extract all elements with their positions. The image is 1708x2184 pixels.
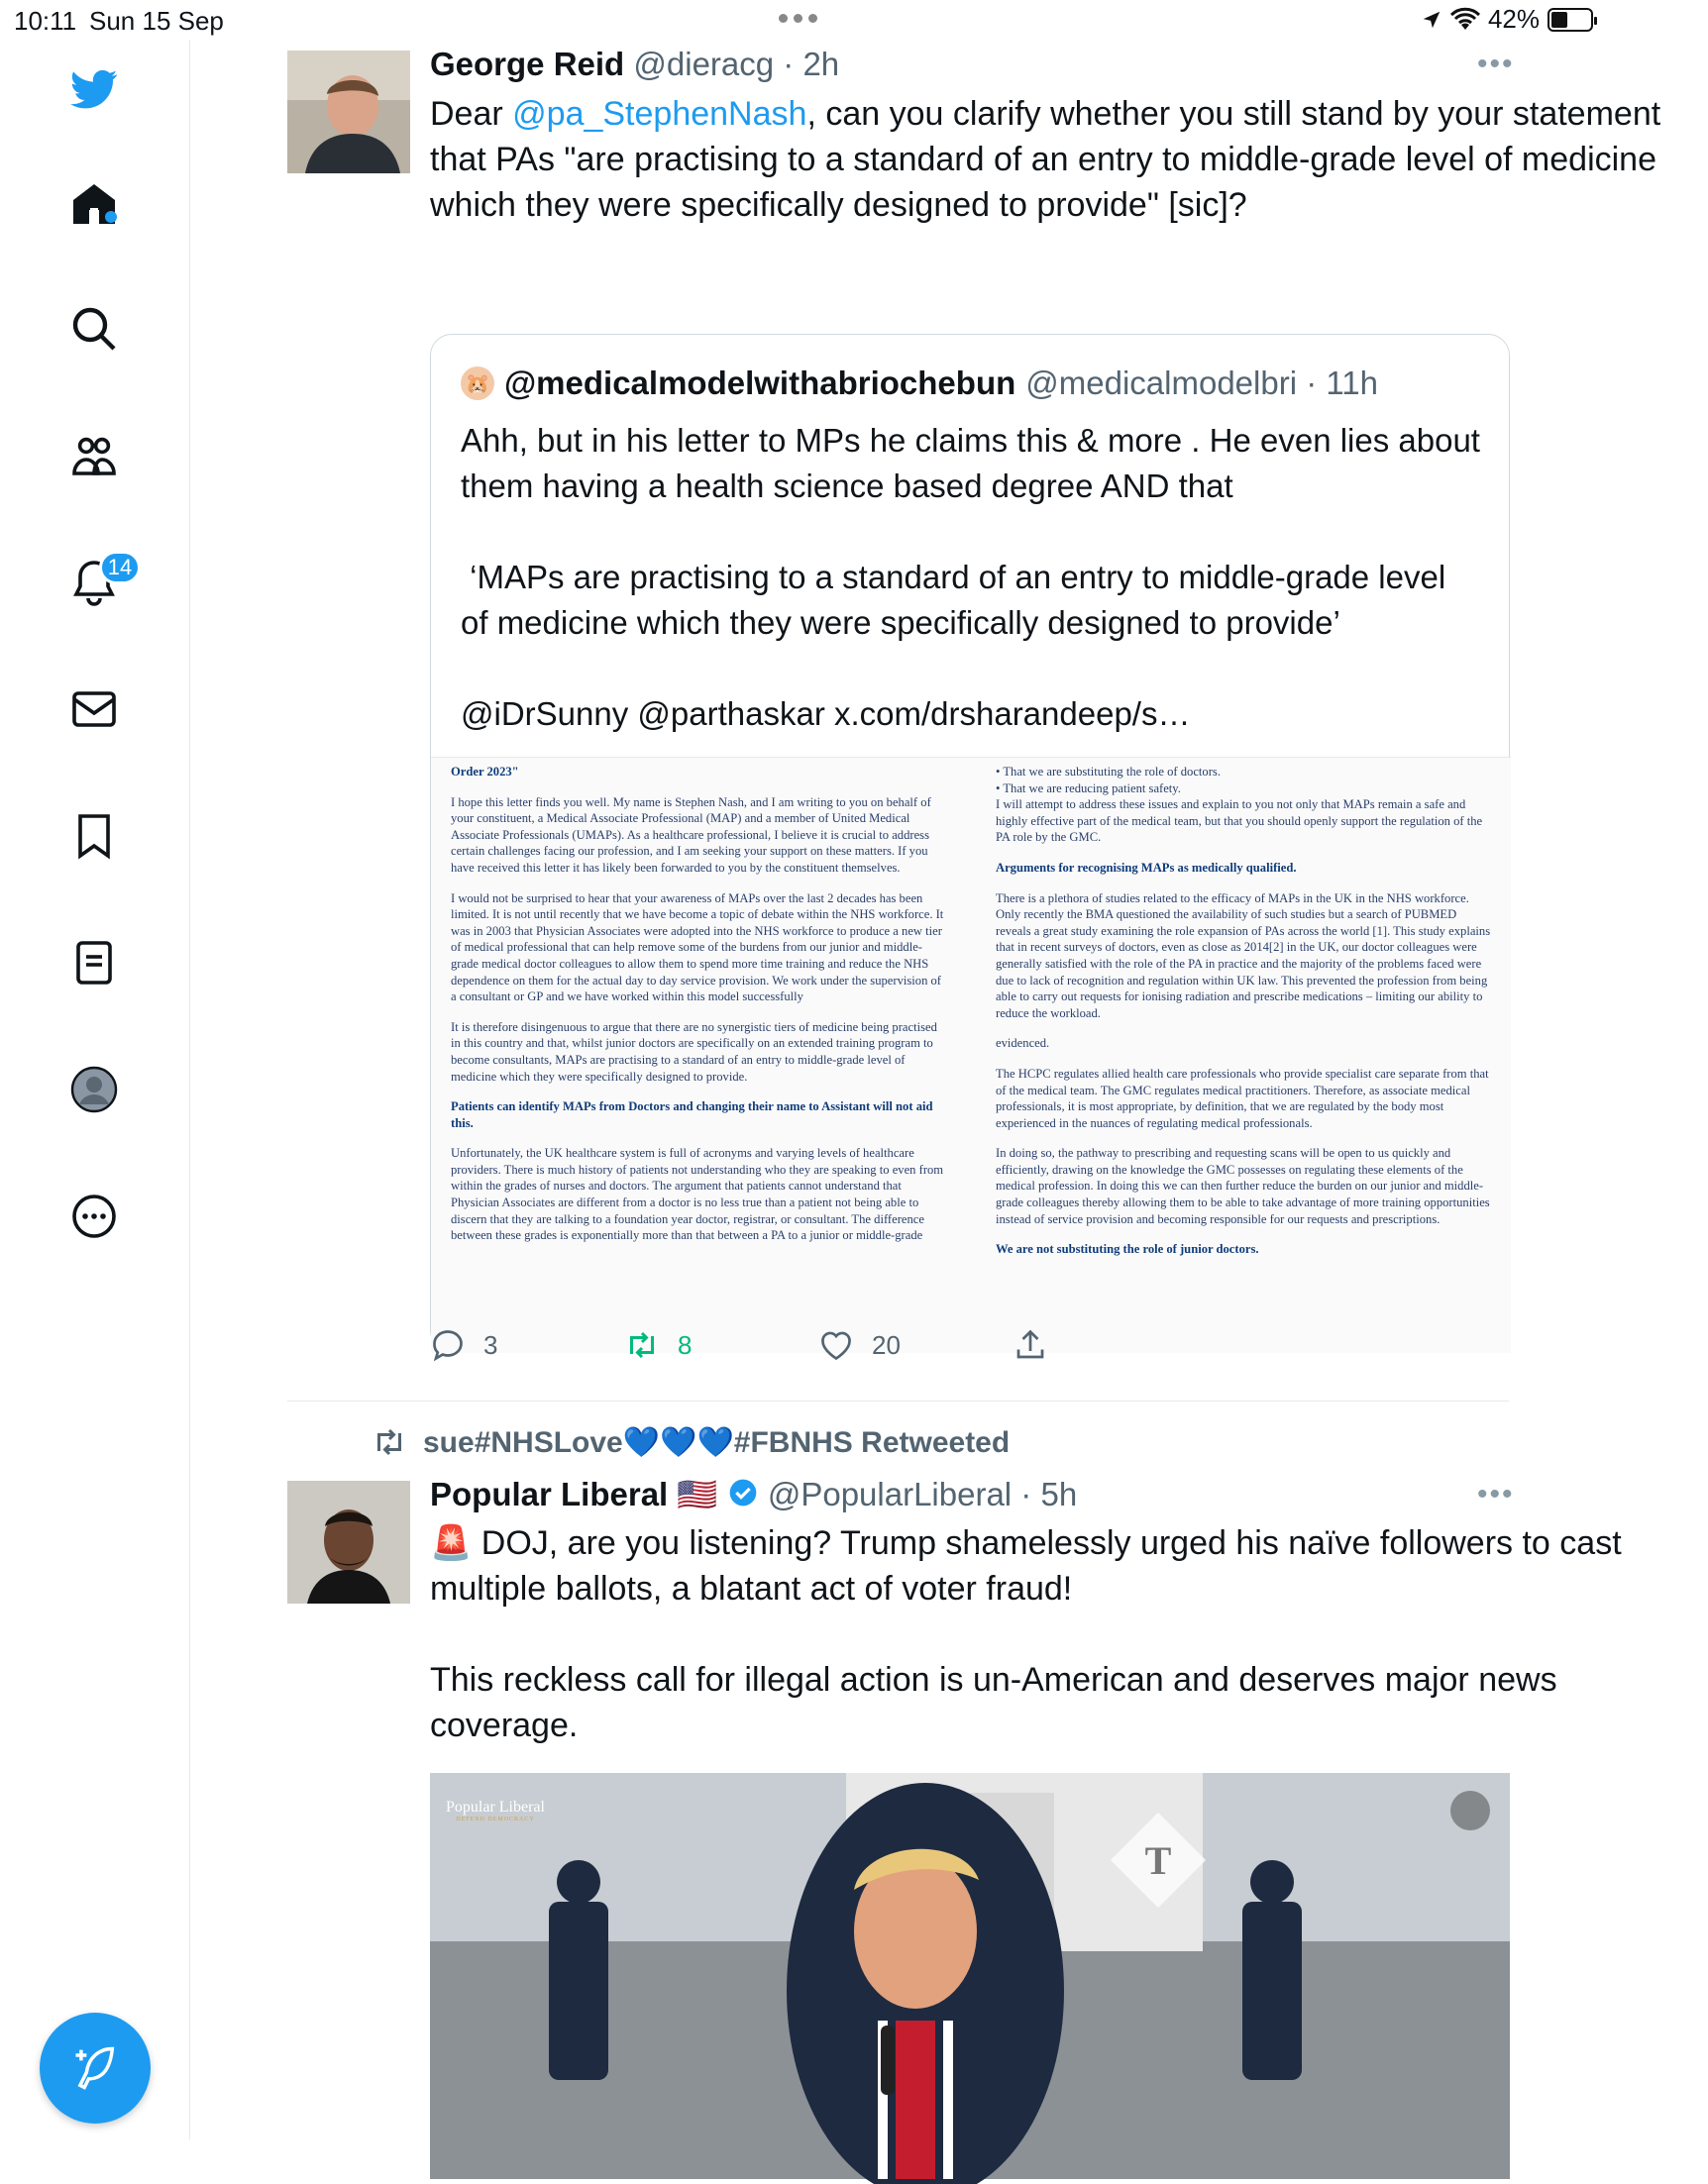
quote-author-name: @medicalmodelwithabriochebun [504,364,1016,401]
home-icon[interactable] [64,174,124,234]
retweet-icon [624,1327,660,1363]
retweet-button[interactable] [624,1327,692,1363]
letter-paragraph: There is a plethora of studies related to the efficacy of MAPs in the UK in the NHS workforce. Only recently the BMA questioned the availability of such studies but a search of PUBMED reveals a great study examining the role expansion of PAs across the world [1]. This study explains that in recent surveys of doctors, even as close as 2014[2] in the UK, our doctor colleagues were generally satisfied with the role of the PA in practice and the majority of the problems faced were due to lack of recognition and regulation within UK law. This prevented the profession from being able to carry out requests for ionising radiation and prescribe medications – limiting our ability to reduce the workload. [996,890,1494,1020]
reply-count: 3 [483,1329,498,1360]
media-watermark: Popular Liberal DEFEND DEMOCRACY [446,1799,545,1822]
like-count: 20 [872,1329,901,1360]
multitasking-dots[interactable] [779,14,817,23]
more-options-icon[interactable] [64,1187,124,1246]
search-icon[interactable] [64,299,124,359]
letter-paragraph: In doing so, the pathway to prescribing and requesting scans will be open to us quickly and efficiently, drawing on the knowledge the GMC possesses on regulating these elements of the medical profession. In doing this we can then further reduce the burden on our junior and middle-grade colleagues thereby allowing them to be able to take advantage of more training opportunities instead of service provision and becoming responsible for our requests and prescriptions. [996,1146,1493,1226]
status-bar [0,0,1605,40]
tweet-text: Dear @pa_StephenNash, can you clarify whether you still stand by your statement that PAs "are practising to a standard of an entry to middle-grade level of medicine which they were specifically designed to provide" [sic]? [430,95,1661,224]
tweet-text: 🚨 DOJ, are you listening? Trump shamelessly urged his naïve followers to cast multiple ballots, a blatant act of voter fraud! This reckless call for illegal action is un-American and deserves major news coverage. [430,1524,1622,1744]
status-indicators [1421,4,1593,35]
battery-icon [1548,8,1593,32]
letter-paragraph: • That we are substituting the role of doctors. • That we are reducing patient safety. I will attempt to address these issues and explain to you not only that MAPs remain a safe and highly effective part of the medical team, but that you should openly support the regulation of the PA role by the GMC. [996,765,1483,845]
home-new-dot [105,211,117,223]
quote-text: Ahh, but in his letter to MPs he claims this & more . He even lies about them having a health science based degree AND that ‘MAPs are practising to a standard of an entry to middle-grade level of medicine which they were specifically designed to provide’ @iDrSunny @parthaskar x.com/drsharandeep/s… [461,422,1480,732]
share-icon [1013,1327,1048,1363]
letter-paragraph: Unfortunately, the UK healthcare system is full of acronyms and varying levels of healthcare providers. There is much history of patients not understanding who they are speaking to even from within the grades of nurses and doctors. The argument that patients cannot understand that Physician Associates are different from a doctor is no less true than a patient not being able to discern that they are talking to a foundation year doctor, registrar, or consultant. The difference between these grades is exponentially more than that between a PA to a junior or middle-grade [451,1146,947,1243]
flag-emoji: 🇺🇸 [677,1476,718,1512]
author-handle[interactable]: @PopularLiberal [767,1476,1013,1512]
letter-paragraph: We are not substituting the role of junior doctors. [996,1242,1259,1257]
quote-author-handle: @medicalmodelbri [1025,364,1298,401]
letter-paragraph: evidenced. [996,1036,1050,1051]
profile-icon[interactable] [64,1060,124,1119]
quote-avatar-icon: 🐹 [461,366,494,400]
letter-paragraph: I hope this letter finds you well. My name is Stephen Nash, and I am writing to you on behalf of your constituent, a Medical Associate Professional (MAP) and a member of United Medical Associate Professionals (UMAPs). As a healthcare professional, I believe it is crucial to address certain challenges facing our profession, and I am seeking your support on these matters. If you have received this letter it has likely been forwarded to you by the constituent themselves. [451,794,934,875]
letter-paragraph: Arguments for recognising MAPs as medically qualified. [996,860,1297,875]
wifi-icon [1450,8,1480,32]
compose-tweet-button[interactable] [40,2013,151,2124]
tweet-header: George Reid @dieracg · 2h [430,46,840,82]
letter-image[interactable] [431,757,1511,1353]
retweet-count: 8 [678,1329,693,1360]
sidebar [0,40,190,2139]
tweet-more-icon[interactable]: ••• [1477,48,1515,80]
location-icon [1421,9,1442,31]
quoted-tweet[interactable] [430,334,1510,1352]
quote-time: 11h [1326,364,1378,401]
svg-text:T: T [1144,1838,1172,1883]
mention-link[interactable]: @pa_StephenNash [512,95,807,133]
letter-paragraph: Patients can identify MAPs from Doctors and changing their name to Assistant will not aid this. [451,1099,936,1130]
tweet-video[interactable] [430,1773,1510,2179]
tweet-time[interactable]: 5h [1040,1476,1078,1512]
tweet-actions [430,1327,1510,1377]
status-date: Sun 15 Sep [89,6,224,36]
messages-icon[interactable] [64,679,124,739]
retweeted-by-label: sue#NHSLove💙💙💙#FBNHS Retweeted [423,1425,1011,1459]
verified-badge-icon [727,1477,759,1516]
avatar[interactable] [287,51,410,173]
author-handle[interactable]: @dieracg [633,46,775,82]
heart-icon [818,1327,854,1363]
reply-icon [430,1327,466,1363]
retweet-indicator-icon [372,1424,407,1460]
author-name[interactable]: Popular Liberal [430,1476,669,1512]
twitter-logo-icon[interactable] [64,59,124,119]
reply-button[interactable] [430,1327,497,1363]
letter-paragraph: It is therefore disingenuous to argue that there are no synergistic tiers of medicine being practised in this country and that, whilst junior doctors are specifically on an extended training program to become consultants, MAPs are practising to a standard of an entry to middle-grade level of medicine which they were specifically designed to provide. [451,1019,941,1084]
compose-feather-icon [69,2042,121,2094]
quote-header: 🐹 @medicalmodelwithabriochebun @medicalmodelbri · 11h [461,364,1378,402]
bookmarks-icon[interactable] [64,806,124,866]
tweet-header: Popular Liberal 🇺🇸 @PopularLiberal · 5h [430,1476,1077,1516]
tweet-time[interactable]: 2h [802,46,840,82]
siren-emoji: 🚨 [430,1524,473,1562]
letter-column-right [996,764,1494,1272]
notifications-badge: 14 [99,551,141,584]
retweeted-by[interactable] [372,1424,1010,1460]
letter-paragraph: The HCPC regulates allied health care professionals who provide specialist care separate from that of the medical team. The GMC regulates medical practitioners. Therefore, as associate medical professionals, it is most appropriate, by definition, that we are regulated by the body most experienced in the nuances of regulating medical professionals. [996,1066,1492,1130]
tweet-more-icon[interactable]: ••• [1477,1478,1515,1510]
like-button[interactable] [818,1327,901,1363]
share-button[interactable] [1013,1327,1048,1363]
status-time: 10:11 [14,6,77,36]
lists-icon[interactable] [64,933,124,992]
letter-paragraph: Order 2023" [451,765,519,779]
letter-column-left [451,764,946,1258]
author-name[interactable]: George Reid [430,46,625,82]
letter-paragraph: I would not be surprised to hear that your awareness of MAPs over the last 2 decades has been limited. It is not until recently that we have become a topic of debate within the NHS workforce. It was in 2003 that Physician Associates were adopted into the NHS workforce to produce a new tier of medical professional that can help remove some of the burdens from our junior and middle-grade medical doctor colleagues to allow them to spend more time training and reduce the NHS dependence on them for the actual day to day service provision. We work under the supervision of a consultant or GP and we have worked within this model successfully [451,890,947,1004]
tweet-divider [287,1401,1509,1402]
communities-icon[interactable] [64,426,124,485]
avatar[interactable] [287,1481,410,1604]
battery-percent: 42% [1487,4,1540,34]
